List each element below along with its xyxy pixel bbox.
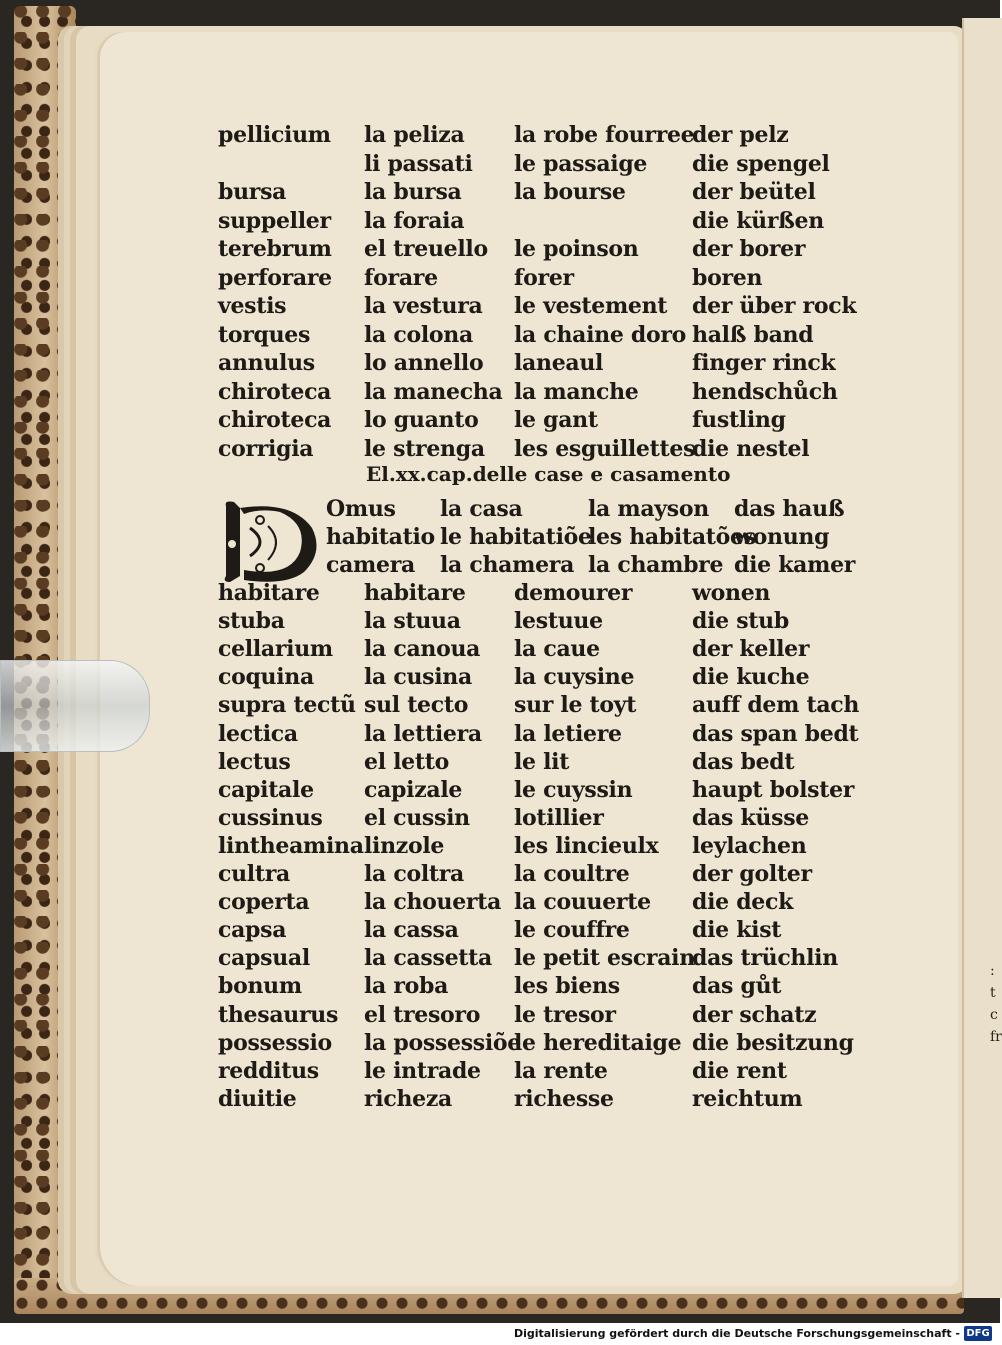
word-latin: torques bbox=[218, 321, 311, 348]
word-german: boren bbox=[692, 264, 763, 291]
vocab-row bbox=[0, 236, 960, 264]
word-italian: le habitatiõe bbox=[440, 524, 592, 550]
word-latin: chiroteca bbox=[218, 378, 332, 405]
word-latin: stuba bbox=[218, 608, 285, 635]
vocab-row bbox=[0, 1058, 960, 1086]
word-italian: la chouerta bbox=[364, 889, 502, 916]
word-latin: lectica bbox=[218, 720, 298, 747]
word-italian: la manecha bbox=[364, 378, 503, 405]
vocab-row bbox=[0, 973, 960, 1001]
vocab-row bbox=[0, 945, 960, 973]
word-german: der keller bbox=[692, 636, 810, 663]
dfg-logo: DFG bbox=[964, 1326, 992, 1341]
word-french: richesse bbox=[514, 1085, 614, 1112]
vocab-row bbox=[0, 379, 960, 407]
vocab-row bbox=[0, 208, 960, 236]
word-italian: el treuello bbox=[364, 236, 488, 262]
word-italian: le intrade bbox=[364, 1057, 481, 1084]
word-german: die kürßen bbox=[692, 207, 824, 234]
page-clip bbox=[0, 660, 150, 752]
word-french: la coultre bbox=[514, 861, 630, 887]
word-french: le vestement bbox=[514, 293, 668, 319]
word-german: das gůt bbox=[692, 973, 782, 1000]
word-latin: bursa bbox=[218, 179, 287, 205]
word-italian: la possessiõe bbox=[364, 1029, 521, 1056]
word-latin: lectus bbox=[218, 748, 291, 775]
word-french: la letiere bbox=[514, 720, 622, 747]
word-german: der schatz bbox=[692, 1001, 817, 1028]
word-italian: lo guanto bbox=[364, 407, 479, 433]
word-german: die besitzung bbox=[692, 1029, 854, 1056]
word-german: wonen bbox=[692, 580, 771, 606]
word-french: la caue bbox=[514, 636, 600, 663]
vocab-row bbox=[0, 889, 960, 917]
word-french: lotillier bbox=[514, 804, 604, 831]
word-italian: la chamera bbox=[440, 552, 575, 578]
word-latin: chiroteca bbox=[218, 407, 332, 433]
word-german: haupt bolster bbox=[692, 776, 855, 803]
word-latin: annulus bbox=[218, 350, 315, 376]
word-italian: le strenga bbox=[364, 435, 485, 462]
vocab-row bbox=[0, 350, 960, 378]
word-german: halß band bbox=[692, 321, 814, 348]
word-french: la robe fourree bbox=[514, 122, 695, 148]
word-italian: capizale bbox=[364, 776, 463, 803]
word-italian: la stuua bbox=[364, 608, 461, 635]
word-latin: bonum bbox=[218, 973, 302, 1000]
vocab-row bbox=[0, 151, 960, 179]
word-italian: la bursa bbox=[364, 179, 462, 205]
word-italian: habitare bbox=[364, 580, 466, 606]
word-french: les habitatões bbox=[588, 524, 756, 550]
vocab-row bbox=[0, 608, 960, 636]
vocab-row bbox=[0, 265, 960, 293]
vocab-row bbox=[0, 580, 960, 608]
vocab-row bbox=[0, 179, 960, 207]
word-latin: perforare bbox=[218, 264, 332, 291]
word-italian: el tresoro bbox=[364, 1001, 481, 1028]
word-latin: cellarium bbox=[218, 636, 333, 663]
word-french: lestuue bbox=[514, 608, 603, 635]
word-italian: lo annello bbox=[364, 350, 484, 376]
word-german: das trüchlin bbox=[692, 945, 838, 972]
word-italian: la vestura bbox=[364, 293, 483, 319]
vocab-row bbox=[0, 1030, 960, 1058]
word-italian: la coltra bbox=[364, 861, 465, 887]
vocab-row bbox=[0, 552, 960, 580]
word-french: la cuysine bbox=[514, 664, 635, 691]
word-italian: la cusina bbox=[364, 664, 472, 691]
word-latin: coperta bbox=[218, 889, 310, 916]
word-german: wonung bbox=[734, 524, 830, 550]
word-latin: possessio bbox=[218, 1029, 332, 1056]
vocab-row bbox=[0, 749, 960, 777]
footer-credit: Digitalisierung gefördert durch die Deutsche Forschungsgemeinschaft - bbox=[513, 1327, 960, 1340]
word-german: die nestel bbox=[692, 435, 810, 462]
word-italian: la canoua bbox=[364, 636, 481, 663]
vocab-row bbox=[0, 524, 960, 552]
word-french: la couuerte bbox=[514, 889, 651, 916]
word-italian: la colona bbox=[364, 321, 473, 348]
word-french: la rente bbox=[514, 1057, 608, 1084]
word-latin: vestis bbox=[218, 293, 287, 319]
word-french: la bourse bbox=[514, 179, 626, 205]
word-german: das küsse bbox=[692, 804, 809, 831]
word-german: finger rinck bbox=[692, 350, 836, 376]
word-italian: forare bbox=[364, 264, 438, 291]
vocab-row bbox=[0, 777, 960, 805]
word-french: le cuyssin bbox=[514, 776, 633, 803]
word-latin: lintheamina bbox=[218, 832, 364, 859]
word-latin: diuitie bbox=[218, 1085, 297, 1112]
word-latin: habitare bbox=[218, 580, 320, 606]
word-german: die kuche bbox=[692, 664, 810, 691]
word-italian: richeza bbox=[364, 1085, 452, 1112]
vocab-row bbox=[0, 1086, 960, 1114]
word-french: la chaine doro bbox=[514, 321, 687, 348]
word-italian: la cassa bbox=[364, 917, 459, 944]
word-italian: li passati bbox=[364, 150, 473, 177]
vocab-row bbox=[0, 407, 960, 435]
vocab-row bbox=[0, 322, 960, 350]
word-latin: terebrum bbox=[218, 236, 332, 262]
word-german: der beütel bbox=[692, 179, 816, 205]
word-latin: cultra bbox=[218, 861, 290, 887]
word-french: demourer bbox=[514, 580, 633, 606]
word-italian: la cassetta bbox=[364, 945, 492, 972]
word-french: le passaige bbox=[514, 150, 648, 177]
word-latin: thesaurus bbox=[218, 1001, 339, 1028]
word-latin: suppeller bbox=[218, 207, 331, 234]
word-german: der golter bbox=[692, 861, 812, 887]
footer-bar bbox=[0, 1323, 1000, 1345]
word-italian: la casa bbox=[440, 496, 523, 522]
word-french: la chambre bbox=[588, 552, 724, 578]
word-italian: la foraia bbox=[364, 207, 465, 234]
vocab-row bbox=[0, 1002, 960, 1030]
vocab-row bbox=[0, 917, 960, 945]
vocab-row bbox=[0, 805, 960, 833]
facing-page-text-fragment: : t c fr bbox=[990, 963, 1002, 1045]
word-french: le hereditaige bbox=[514, 1029, 682, 1056]
word-german: das hauß bbox=[734, 496, 845, 522]
word-italian: la lettiera bbox=[364, 720, 482, 747]
word-french: le petit escrain bbox=[514, 945, 695, 972]
word-latin: Omus bbox=[326, 496, 396, 522]
word-german: auff dem tach bbox=[692, 692, 860, 719]
word-german: der borer bbox=[692, 236, 806, 262]
chapter-heading: El.xx.cap.delle case e casamento bbox=[366, 462, 731, 486]
vocab-row bbox=[0, 293, 960, 321]
word-latin: corrigia bbox=[218, 435, 314, 462]
word-latin: camera bbox=[326, 552, 415, 578]
word-italian: el cussin bbox=[364, 804, 470, 831]
word-latin: habitatio bbox=[326, 524, 435, 550]
word-latin: coquina bbox=[218, 664, 314, 691]
word-latin: supra tectũ bbox=[218, 692, 356, 719]
word-french: les lincieulx bbox=[514, 832, 659, 859]
word-french: forer bbox=[514, 264, 574, 291]
word-italian: la roba bbox=[364, 973, 449, 1000]
word-german: das bedt bbox=[692, 748, 795, 775]
word-latin: cussinus bbox=[218, 804, 323, 831]
vocab-row bbox=[0, 636, 960, 664]
word-german: reichtum bbox=[692, 1085, 803, 1112]
word-german: die kist bbox=[692, 917, 782, 944]
word-german: die stub bbox=[692, 608, 789, 635]
word-italian: el letto bbox=[364, 748, 449, 775]
word-french: le poinson bbox=[514, 236, 639, 262]
word-italian: la peliza bbox=[364, 122, 465, 148]
word-french: le tresor bbox=[514, 1001, 616, 1028]
word-latin: capsa bbox=[218, 917, 287, 944]
word-german: leylachen bbox=[692, 832, 807, 859]
word-italian: linzole bbox=[364, 832, 445, 859]
word-french: les biens bbox=[514, 973, 620, 1000]
vocab-row bbox=[0, 122, 960, 150]
word-german: die spengel bbox=[692, 150, 830, 177]
word-french: le couffre bbox=[514, 917, 630, 944]
vocab-row bbox=[0, 833, 960, 861]
vocab-row bbox=[0, 861, 960, 889]
word-latin: pellicium bbox=[218, 122, 331, 148]
word-french: les esguillettes bbox=[514, 435, 696, 462]
word-german: fustling bbox=[692, 407, 786, 433]
word-german: die rent bbox=[692, 1057, 787, 1084]
word-german: hendschůch bbox=[692, 378, 838, 405]
word-german: das span bedt bbox=[692, 720, 859, 747]
word-latin: capsual bbox=[218, 945, 310, 972]
word-french: la manche bbox=[514, 378, 639, 405]
word-german: die deck bbox=[692, 889, 794, 916]
vocab-row bbox=[0, 436, 960, 464]
word-german: der über rock bbox=[692, 293, 857, 319]
vocab-row bbox=[0, 496, 960, 524]
word-german: die kamer bbox=[734, 552, 856, 578]
word-french: la mayson bbox=[588, 496, 709, 522]
word-italian: sul tecto bbox=[364, 692, 469, 719]
word-french: le gant bbox=[514, 407, 598, 433]
word-latin: redditus bbox=[218, 1057, 319, 1084]
word-french: le lit bbox=[514, 748, 570, 775]
word-german: der pelz bbox=[692, 122, 789, 148]
word-latin: capitale bbox=[218, 776, 314, 803]
word-french: sur le toyt bbox=[514, 692, 637, 719]
word-french: laneaul bbox=[514, 350, 604, 376]
